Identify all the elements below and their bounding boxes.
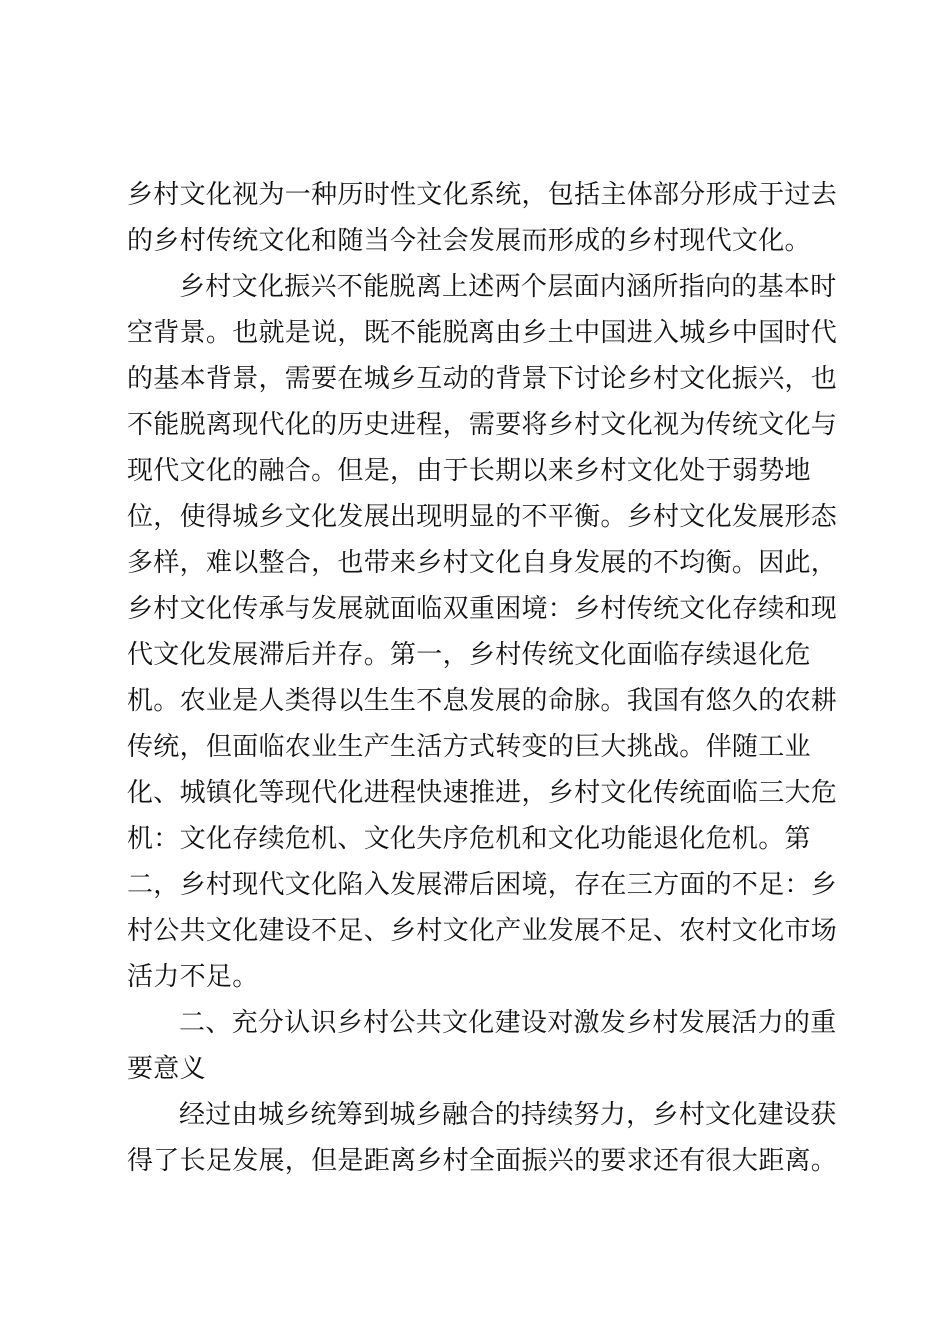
section-heading: 二、充分认识乡村公共文化建设对激发乡村发展活力的重: [179, 1008, 837, 1038]
text-line: 机。农业是人类得以生生不息发展的命脉。我国有悠久的农耕: [127, 686, 838, 716]
text-line: 机：文化存续危机、文化失序危机和文化功能退化危机。第: [127, 824, 811, 854]
body-text: [127, 172, 838, 1184]
text-line: 位，使得城乡文化发展出现明显的不平衡。乡村文化发展形态: [127, 502, 838, 532]
text-line: 不能脱离现代化的历史进程，需要将乡村文化视为传统文化与: [127, 410, 838, 440]
paragraph-first-line: 乡村文化振兴不能脱离上述两个层面内涵所指向的基本时: [179, 272, 837, 302]
text-line: 二，乡村现代文化陷入发展滞后困境，存在三方面的不足：乡: [127, 870, 838, 900]
text-line: 得了长足发展，但是距离乡村全面振兴的要求还有很大距离。: [127, 1146, 838, 1176]
paragraph-first-line: 经过由城乡统筹到城乡融合的持续努力，乡村文化建设获: [179, 1100, 837, 1130]
text-line: 空背景。也就是说，既不能脱离由乡土中国进入城乡中国时代: [127, 318, 838, 348]
text-line: 的乡村传统文化和随当今社会发展而形成的乡村现代文化。: [127, 226, 811, 256]
text-line: 乡村文化传承与发展就面临双重困境：乡村传统文化存续和现: [127, 594, 838, 624]
text-line: 多样，难以整合，也带来乡村文化自身发展的不均衡。因此，: [127, 548, 838, 578]
text-line: 代文化发展滞后并存。第一，乡村传统文化面临存续退化危: [127, 640, 811, 670]
text-line: 的基本背景，需要在城乡互动的背景下讨论乡村文化振兴，也: [127, 364, 838, 394]
text-line: 化、城镇化等现代化进程快速推进，乡村文化传统面临三大危: [127, 778, 838, 808]
text-line: 乡村文化视为一种历时性文化系统，包括主体部分形成于过去: [127, 180, 838, 210]
text-line: 村公共文化建设不足、乡村文化产业发展不足、农村文化市场: [127, 916, 838, 946]
text-line: 活力不足。: [127, 962, 259, 992]
text-line: 传统，但面临农业生产生活方式转变的巨大挑战。伴随工业: [127, 732, 811, 762]
section-heading-continued: 要意义: [127, 1054, 206, 1084]
text-line: 现代文化的融合。但是，由于长期以来乡村文化处于弱势地: [127, 456, 811, 486]
